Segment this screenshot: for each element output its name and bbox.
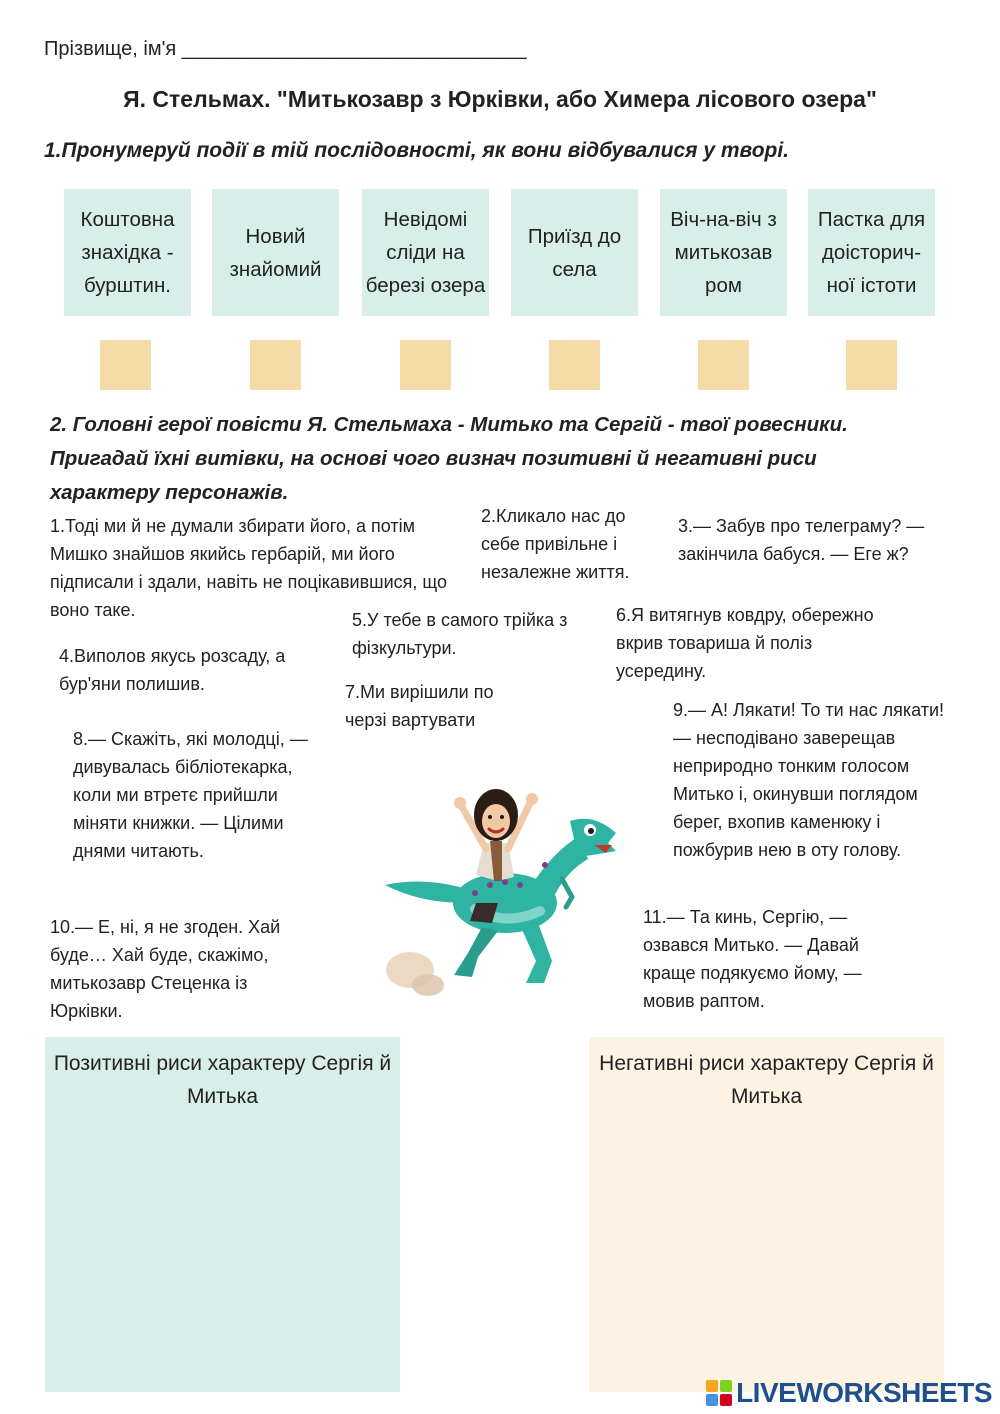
quote-card-11[interactable]: 11.— Та кинь, Сергію, — озвався Митько. — Давай краще подякуємо йому, — мовив раптом. — [643, 907, 862, 1011]
quote-card-3[interactable]: 3.— Забув про телеграму? — закінчила бабуся. — Еге ж? — [678, 516, 925, 564]
positive-traits-dropzone[interactable] — [45, 1037, 400, 1392]
negative-traits-heading: Негативні риси характеру Сергія й Митька — [599, 1052, 934, 1108]
task2-instruction: 2. Головні герої повісти Я. Стельмаха - Митько та Сергій - твої ровесники. Пригадай їхні витівки, на основі чого визнач позитивні й негативні риси характеру персонажів. — [50, 413, 848, 504]
event-card-text: Приїзд до села — [527, 224, 622, 281]
event-card-3 — [362, 189, 489, 316]
order-answer-box-3[interactable] — [400, 340, 451, 390]
negative-traits-dropzone[interactable] — [589, 1037, 944, 1392]
order-answer-box-5[interactable] — [698, 340, 749, 390]
order-answer-box-1[interactable] — [100, 340, 151, 390]
event-card-text: Пастка для доісторич- ної істоти — [817, 208, 926, 297]
event-card-text: Невідомі сліди на березі озера — [365, 208, 486, 297]
logo-text: LIVEWORKSHEETS — [736, 1377, 992, 1408]
order-answer-box-2[interactable] — [250, 340, 301, 390]
quote-card-1[interactable]: 1.Тоді ми й не думали збирати його, а потім Мишко знайшов якийсь гербарій, ми його підписали і здали, навіть не поцікавившися, що воно таке. — [50, 516, 448, 620]
event-card-4 — [511, 189, 638, 316]
name-field-label: Прізвище, ім'я _______________________________ — [44, 38, 527, 60]
event-card-1 — [64, 189, 191, 316]
quote-card-2[interactable]: 2.Кликало нас до себе привільне і незалежне життя. — [481, 506, 630, 582]
order-answer-box-6[interactable] — [846, 340, 897, 390]
quote-card-4[interactable]: 4.Виполов якусь розсаду, а бур'яни полишив. — [59, 646, 286, 694]
quote-card-8[interactable]: 8.— Скажіть, які молодці, — дивувалась бібліотекарка, коли ми втретє прийшли міняти книжки. — Цілими днями читають. — [73, 729, 308, 861]
liveworksheets-logo — [705, 1378, 992, 1408]
order-answer-box-4[interactable] — [549, 340, 600, 390]
task1-instruction: 1.Пронумеруй події в тій послідовності, як вони відбувалися у творі. — [44, 139, 790, 162]
quote-card-6[interactable]: 6.Я витягнув ковдру, обережно вкрив товариша й поліз усередину. — [616, 605, 874, 681]
quote-card-10[interactable]: 10.— Е, ні, я не згоден. Хай буде… Хай буде, скажімо, митькозавр Стеценка із Юрківки. — [50, 917, 281, 1021]
event-card-5 — [660, 189, 787, 316]
event-card-2 — [212, 189, 339, 316]
quote-card-5[interactable]: 5.У тебе в самого трійка з фізкультури. — [352, 610, 568, 658]
event-card-text: Віч-на-віч з митькозав ром — [670, 208, 777, 297]
event-card-text: Новий знайомий — [229, 224, 322, 281]
quote-card-9[interactable]: 9.— А! Лякати! То ти нас лякати! — несподівано заверещав неприродно тонким голосом Митько і, окинувши поглядом берег, вхопив каменюку і пожбурив нею в оту голову. — [673, 700, 945, 860]
positive-traits-heading: Позитивні риси характеру Сергія й Митька — [53, 1052, 392, 1108]
quote-card-7[interactable]: 7.Ми вирішили по черзі вартувати — [345, 682, 494, 730]
girl-riding-dinosaur-illustration — [380, 785, 625, 1005]
liveworksheets-logo-icon — [705, 1379, 733, 1407]
event-card-text: Коштовна знахідка - бурштин. — [80, 208, 175, 297]
event-card-6 — [808, 189, 935, 316]
worksheet-title: Я. Стельмах. "Митькозавр з Юрківки, або Химера лісового озера" — [123, 86, 877, 112]
